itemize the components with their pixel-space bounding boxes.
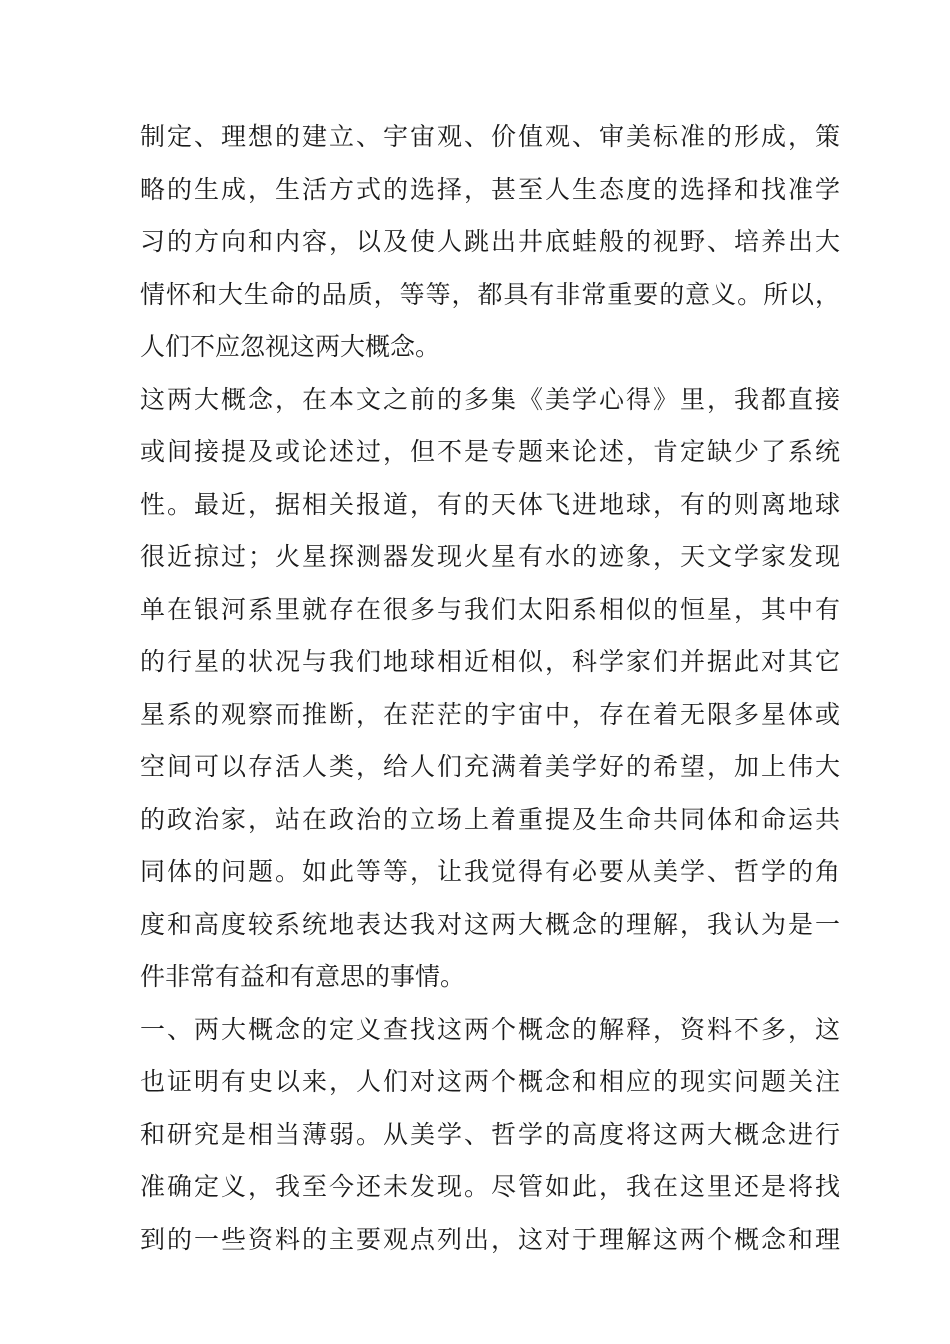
text-line: 到的一些资料的主要观点列出，这对于理解这两个概念和理 bbox=[140, 1224, 840, 1254]
text-line: 习的方向和内容，以及使人跳出井底蛙般的视野、培养出大 bbox=[140, 227, 840, 256]
text-line: 和研究是相当薄弱。从美学、哲学的高度将这两大概念进行 bbox=[140, 1119, 840, 1149]
text-line: 同体的问题。如此等等，让我觉得有必要从美学、哲学的角 bbox=[140, 857, 840, 886]
text-line: 单在银河系里就存在很多与我们太阳系相似的恒星，其中有 bbox=[140, 594, 840, 624]
text-line: 这两大概念，在本文之前的多集《美学心得》里，我都直接 bbox=[140, 384, 840, 414]
text-line: 很近掠过；火星探测器发现火星有水的迹象，天文学家发现 bbox=[140, 542, 840, 571]
text-line: 或间接提及或论述过，但不是专题来论述，肯定缺少了系统 bbox=[140, 437, 840, 466]
text-line: 件非常有益和有意思的事情。 bbox=[140, 962, 466, 991]
text-line: 的行星的状况与我们地球相近相似，科学家们并据此对其它 bbox=[140, 647, 840, 676]
text-line: 情怀和大生命的品质，等等，都具有非常重要的意义。所以， bbox=[140, 279, 840, 309]
text-line: 略的生成，生活方式的选择，甚至人生态度的选择和找准学 bbox=[140, 174, 840, 204]
text-line: 准确定义，我至今还未发现。尽管如此，我在这里还是将找 bbox=[140, 1172, 840, 1201]
text-line: 度和高度较系统地表达我对这两大概念的理解，我认为是一 bbox=[140, 909, 840, 939]
text-line: 也证明有史以来，人们对这两个概念和相应的现实问题关注 bbox=[140, 1067, 840, 1096]
text-line: 性。最近，据相关报道，有的天体飞进地球，有的则离地球 bbox=[140, 489, 840, 519]
body-text bbox=[140, 111, 840, 1266]
text-line: 人们不应忽视这两大概念。 bbox=[140, 332, 441, 361]
text-line: 制定、理想的建立、宇宙观、价值观、审美标准的形成，策 bbox=[140, 122, 840, 151]
text-line: 星系的观察而推断，在茫茫的宇宙中，存在着无限多星体或 bbox=[140, 699, 840, 729]
text-line: 空间可以存活人类，给人们充满着美学好的希望，加上伟大 bbox=[140, 752, 840, 781]
text-line: 一、两大概念的定义查找这两个概念的解释，资料不多，这 bbox=[140, 1014, 840, 1044]
text-line: 的政治家，站在政治的立场上着重提及生命共同体和命运共 bbox=[140, 804, 840, 834]
